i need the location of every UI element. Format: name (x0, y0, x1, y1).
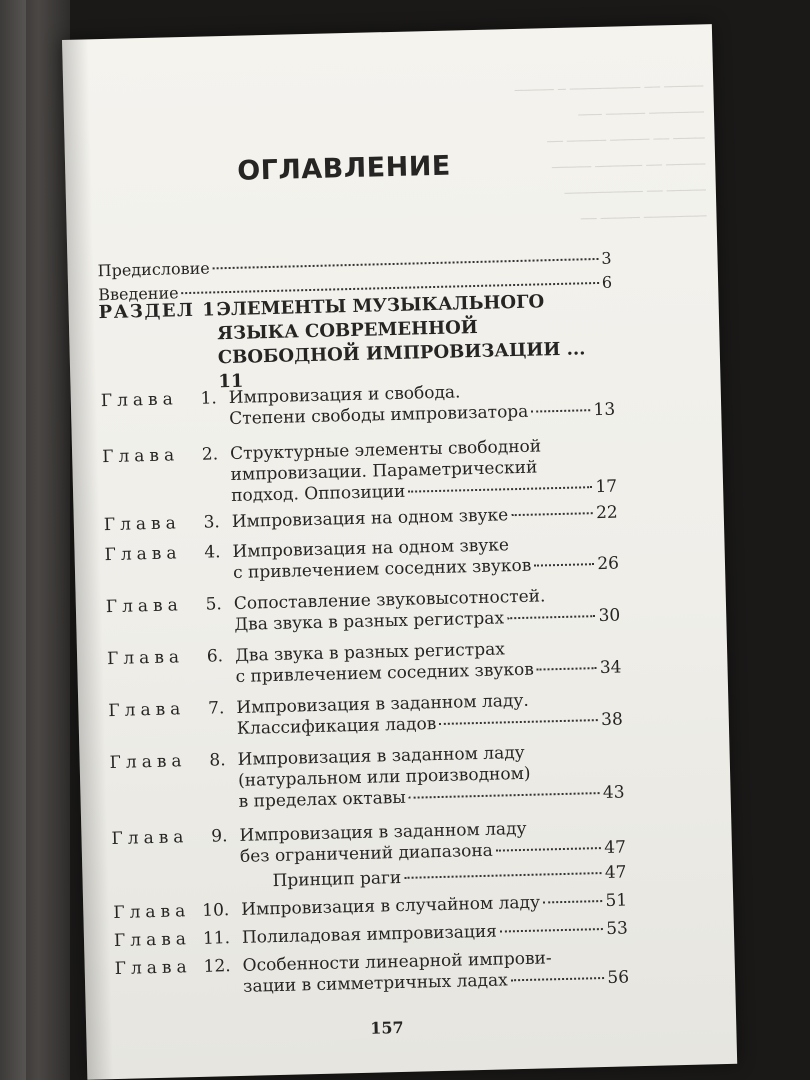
chapter-number: 8. (209, 750, 226, 771)
dot-leader (537, 667, 597, 670)
toc-chapter (107, 637, 622, 692)
page-number: 47 (604, 837, 627, 858)
chapter-number: 6. (206, 646, 224, 667)
toc-chapter (114, 946, 629, 1001)
dot-leader (409, 792, 600, 799)
chapter-number: 10. (202, 900, 230, 921)
toc-chapter (113, 890, 627, 924)
chapter-number: 11. (202, 928, 231, 949)
chapter-title-line: Классификация ладов (236, 714, 437, 739)
page-number: 43 (602, 782, 625, 804)
chapter-title-line: Степени свободы импровизатора (229, 401, 529, 430)
toc-chapter (106, 585, 621, 640)
page-title: ОГЛАВЛЕНИЕ (236, 150, 452, 187)
page-number: 47 (604, 862, 627, 883)
chapter-title-line: Импровизация в заданном ладу (237, 742, 525, 770)
toc-chapter (114, 918, 628, 952)
chapter-title-line: Два звука в разных регистрах (234, 608, 505, 635)
chapter-word: Глава (104, 543, 182, 566)
entry-label: Введение (98, 283, 179, 305)
section-title-line: СВОБОДНОЙ ИМПРОВИЗАЦИИ (217, 338, 561, 369)
chapter-title-line: Особенности линеарной импрови- (242, 948, 552, 976)
page-number: 6 (601, 272, 613, 292)
page-number: 13 (593, 399, 616, 421)
page-number: 56 (607, 967, 630, 988)
toc-section-1: РАЗДЕЛ 1. ЭЛЕМЕНТЫ МУЗЫКАЛЬНОГО ЯЗЫКА СОВРЕМЕННОЙ СВОБОДНОЙ ИМПРОВИЗАЦИИ ... 11 (98, 289, 614, 398)
chapter-title-line: (натуральном или производном) (237, 763, 531, 791)
chapter-number: 2. (201, 444, 219, 465)
chapter-word: Глава (113, 929, 192, 951)
page-number: 17 (595, 476, 618, 498)
chapter-number: 3. (203, 512, 221, 533)
chapter-number: 4. (204, 542, 221, 563)
section-title-line: ЭЛЕМЕНТЫ МУЗЫКАЛЬНОГО (216, 291, 545, 321)
section-title-line: ЯЗЫКА СОВРЕМЕННОЙ (216, 316, 479, 345)
chapter-title-line: Структурные элементы свободной (229, 436, 542, 465)
chapter-title-line: Импровизация на одном звуке (232, 535, 510, 562)
dot-leader (507, 615, 596, 619)
chapter-title-line: Сопоставление звуковысотностей. (233, 586, 546, 614)
chapter-title-line: без ограничений диапазона (239, 840, 494, 867)
toc-chapter (109, 740, 624, 816)
chapter-number: 5. (205, 594, 223, 615)
left-page-margin (0, 0, 26, 1080)
chapter-word: Глава (106, 647, 185, 670)
page-number: 51 (605, 890, 628, 911)
chapter-title-line: Импровизация и свобода. (228, 382, 461, 409)
chapter-title-line: Импровизация в случайном ладу (241, 892, 541, 920)
chapter-number: 1. (200, 388, 218, 409)
dot-leader (439, 719, 598, 725)
show-through-text: ───── ── ───────── ─ ───── ─────── ───── ─── ──── ── ───── ───── ── ───── ── ────── ───── ───── ── ────────── ──────── ───── ── (514, 79, 707, 228)
chapter-title-line: импровизации. Параметрический (230, 457, 538, 486)
dot-leader (531, 409, 590, 412)
chapter-title-line: Импровизация в заданном ладу (239, 818, 527, 846)
toc-chapter (104, 533, 619, 588)
toc-subentry (272, 862, 626, 891)
page-number: 3 (601, 248, 612, 268)
page-number: 22 (595, 502, 618, 524)
subentry-label: Принцип раги (272, 867, 402, 892)
dot-leader (496, 847, 602, 852)
toc-chapter (102, 435, 617, 511)
entry-label: Предисловие (97, 258, 210, 281)
chapter-word: Глава (114, 957, 192, 979)
chapter-word: Глава (109, 751, 187, 774)
page-number: 34 (599, 657, 622, 679)
dot-leader (408, 486, 592, 492)
chapter-number: 7. (207, 698, 225, 719)
chapter-title-line: Импровизация в заданном ладу. (236, 690, 530, 718)
chapter-word: Глава (105, 595, 183, 618)
page-number: 30 (598, 605, 621, 627)
chapter-title-line: с привлечением соседних звуков (232, 555, 532, 583)
page-number: 26 (597, 553, 620, 575)
chapter-word: Глава (100, 389, 178, 412)
chapter-word: Глава (103, 513, 181, 536)
chapter-title-line: с привлечением соседних звуков (235, 659, 535, 687)
dot-leader (511, 977, 605, 981)
chapter-number: 12. (203, 956, 231, 977)
chapter-title-line: зации в симметричных ладах (242, 970, 508, 997)
chapter-word: Глава (113, 901, 191, 924)
chapter-number: 9. (211, 826, 228, 847)
dot-leader (404, 872, 602, 879)
chapter-title-line: в пределах октавы (238, 787, 407, 812)
dot-leader (500, 928, 603, 933)
chapter-word: Глава (108, 699, 186, 722)
chapter-title-line: подход. Оппозиции (230, 481, 406, 506)
section-label: РАЗДЕЛ 1. (98, 299, 225, 324)
toc-chapter (108, 689, 623, 744)
chapter-title-line: Импровизация на одном звуке (231, 505, 509, 532)
dot-leader (511, 512, 593, 516)
page-number: 53 (605, 918, 629, 939)
chapter-title-line: Два звука в разных регистрах (234, 639, 506, 666)
page-number: 38 (600, 709, 624, 731)
page-folio: 157 (370, 1017, 404, 1038)
toc-chapter (111, 816, 626, 871)
book-page (62, 24, 737, 1080)
dot-leader (534, 563, 594, 566)
dot-leader (213, 258, 599, 269)
chapter-title-line: Полиладовая импровизация (241, 921, 498, 948)
chapter-word: Глава (111, 827, 189, 850)
dot-leader (543, 900, 603, 903)
section-page-number: 11 (218, 370, 244, 393)
chapter-word: Глава (101, 445, 180, 468)
